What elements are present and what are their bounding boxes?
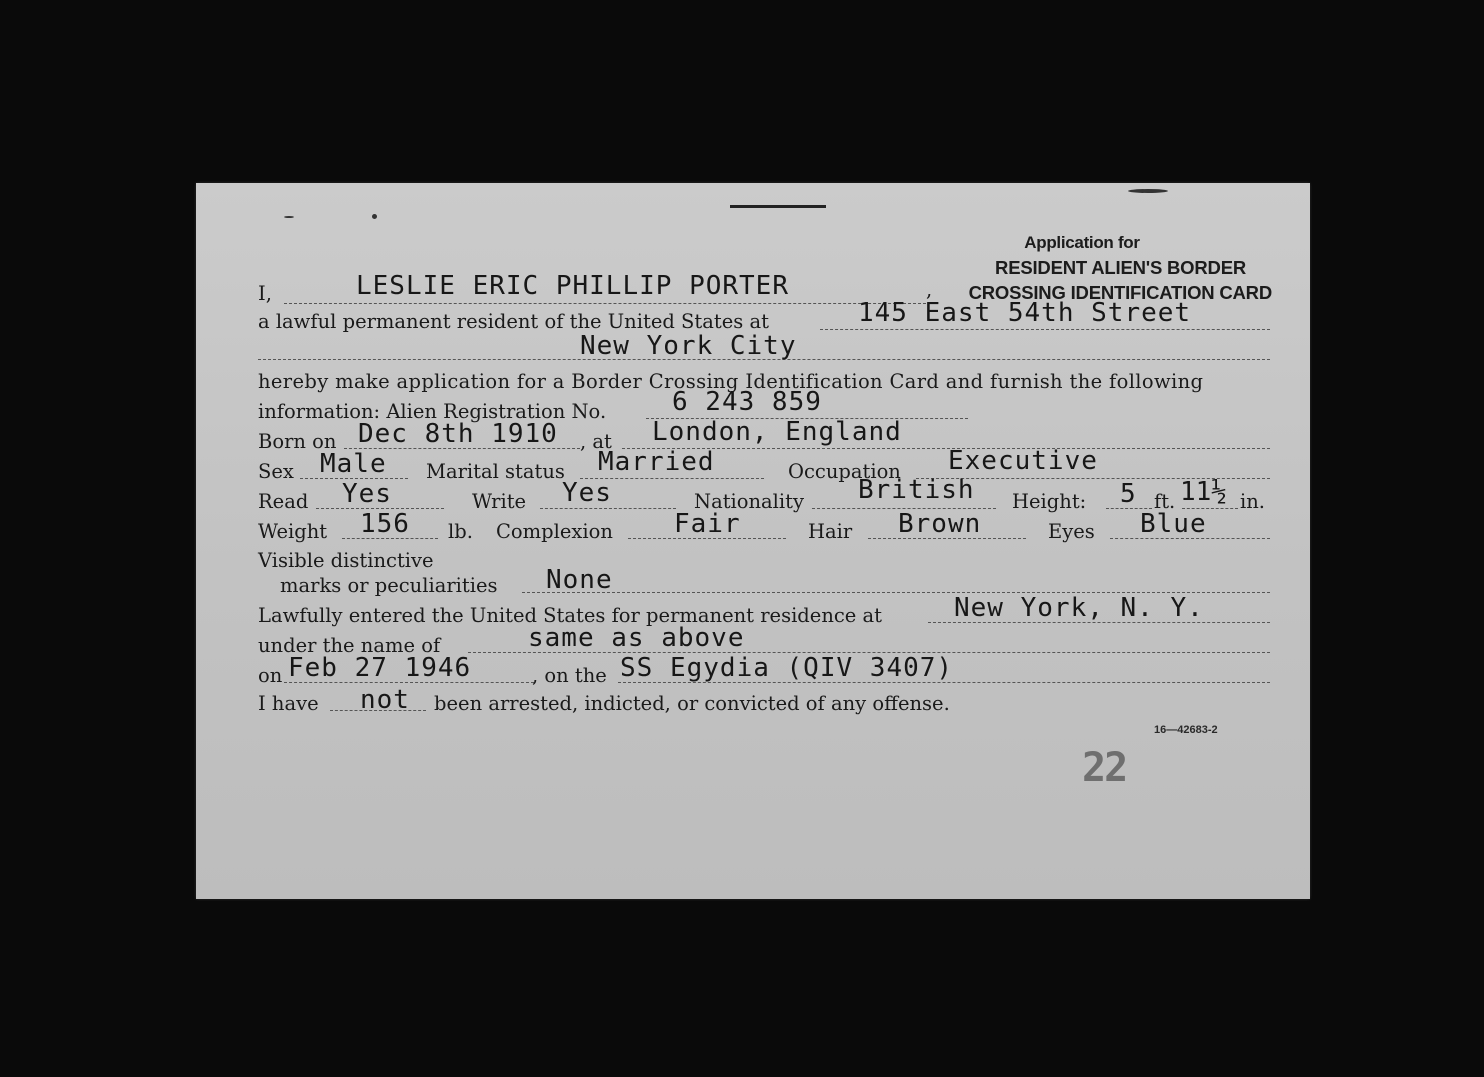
label-lawfully-entered: Lawfully entered the United States for permanent residence at: [258, 604, 883, 627]
label-nationality: Nationality: [694, 490, 805, 513]
form-header: [962, 230, 1272, 305]
label-on: on: [258, 664, 283, 687]
label-at: , at: [580, 430, 612, 453]
marks-line: [522, 565, 1270, 595]
label-i: I,: [258, 282, 272, 305]
label-on-the: , on the: [532, 664, 607, 687]
label-visible-distinctive: Visible distinctive: [258, 549, 434, 572]
label-under-name: under the name of: [258, 634, 441, 657]
label-weight: Weight: [258, 520, 328, 543]
eyes-value: Blue: [1140, 509, 1207, 539]
birth-date: Dec 8th 1910: [358, 419, 558, 449]
label-eyes: Eyes: [1048, 520, 1095, 543]
marks-value: None: [546, 565, 613, 595]
label-born-on: Born on: [258, 430, 337, 453]
label-lb: lb.: [448, 520, 473, 543]
label-marital-status: Marital status: [426, 460, 565, 483]
port-of-entry-value: New York, N. Y.: [954, 593, 1204, 623]
label-hair: Hair: [808, 520, 853, 543]
stamp-number: 22: [1082, 745, 1127, 791]
card-speck: [1128, 189, 1168, 193]
height-in-value: 11½: [1180, 477, 1227, 507]
label-information: information: Alien Registration No.: [258, 400, 607, 423]
address-value-2: New York City: [580, 331, 797, 361]
label-been-arrested: been arrested, indicted, or convicted of any offense.: [434, 692, 950, 715]
label-occupation: Occupation: [788, 460, 901, 483]
label-i-have: I have: [258, 692, 319, 715]
vessel-value: SS Egydia (QIV 3407): [620, 653, 954, 683]
complexion-value: Fair: [674, 509, 741, 539]
label-height: Height:: [1012, 490, 1087, 513]
label-hereby: hereby make application for a Border Crossing Identification Card and furnish the following: [258, 370, 1204, 393]
card-top-mark: [730, 205, 826, 208]
applicant-name: LESLIE ERIC PHILLIP PORTER: [356, 271, 789, 301]
birth-place: London, England: [652, 417, 902, 447]
weight-value: 156: [360, 509, 410, 539]
header-line-3: CROSSING IDENTIFICATION CARD: [968, 282, 1272, 303]
arrested-value: not: [360, 685, 410, 715]
label-complexion: Complexion: [496, 520, 613, 543]
label-ft: ft.: [1154, 490, 1176, 513]
label-read: Read: [258, 490, 309, 513]
border-crossing-card: [196, 183, 1310, 899]
address-value-1: 145 East 54th Street: [858, 298, 1192, 328]
sex-value: Male: [320, 449, 387, 479]
label-comma: ,: [926, 278, 933, 301]
label-lawful-resident: a lawful permanent resident of the United States at: [258, 310, 769, 333]
label-in: in.: [1240, 490, 1265, 513]
header-line-1: Application for: [1024, 233, 1140, 252]
alien-registration-number: 6 243 859: [672, 387, 822, 417]
label-marks: marks or peculiarities: [280, 574, 498, 597]
card-speck: [372, 214, 377, 219]
nationality-value: British: [858, 475, 975, 505]
write-value: Yes: [562, 478, 612, 508]
hair-value: Brown: [898, 509, 982, 539]
header-line-2: RESIDENT ALIEN'S BORDER: [995, 257, 1246, 278]
read-value: Yes: [342, 479, 392, 509]
height-ft-value: 5: [1120, 479, 1137, 509]
form-code: 16—42683-2: [1154, 724, 1218, 736]
card-speck: [284, 216, 294, 218]
entry-name-value: same as above: [528, 623, 745, 653]
occupation-value: Executive: [948, 446, 1098, 476]
label-write: Write: [472, 490, 527, 513]
marital-status-value: Married: [598, 447, 715, 477]
label-sex: Sex: [258, 460, 294, 483]
entry-date-value: Feb 27 1946: [288, 653, 472, 683]
